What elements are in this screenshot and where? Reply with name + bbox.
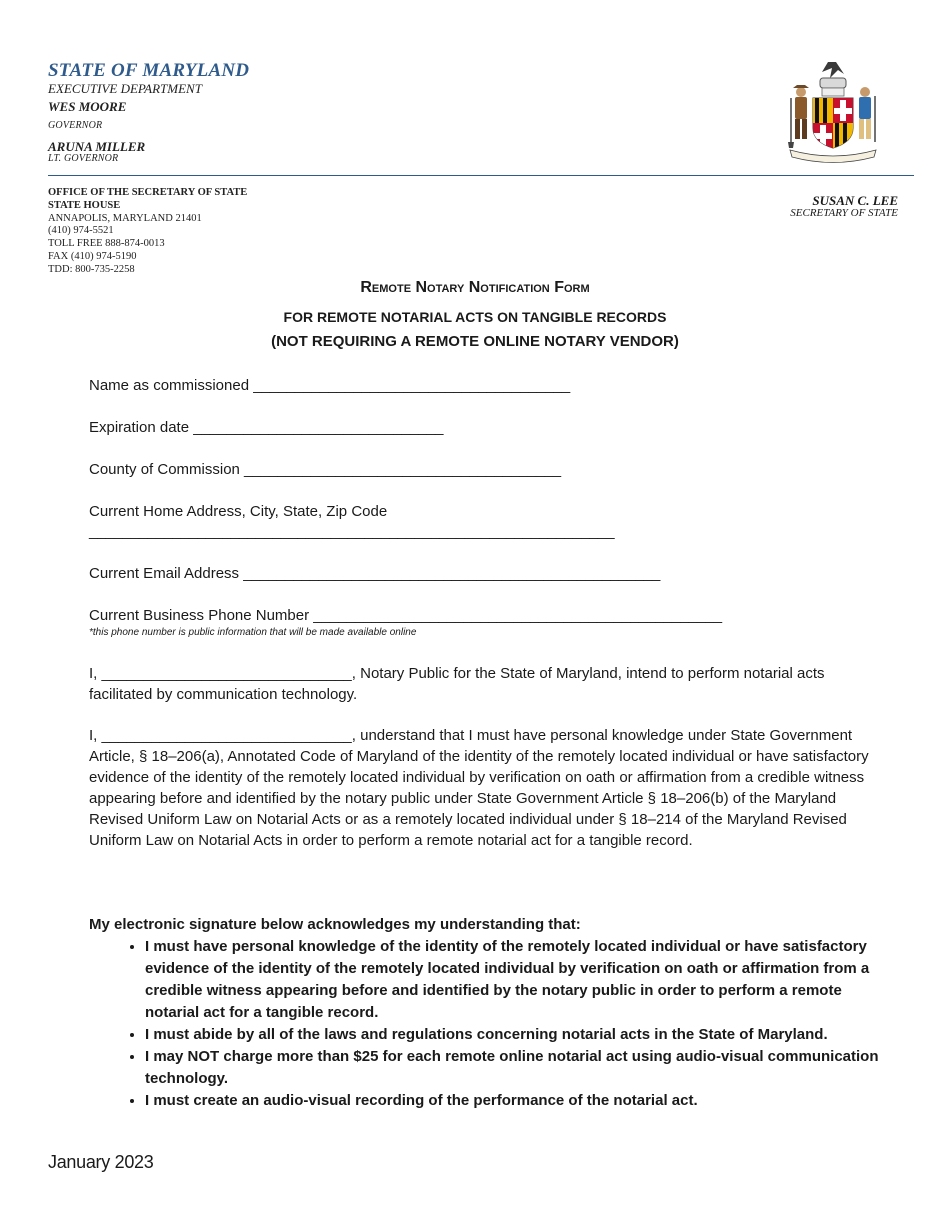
office-line: ANNAPOLIS, MARYLAND 21401	[48, 212, 202, 224]
list-item: • I may NOT charge more than $25 for each remote online notarial act using audio-visual communication technology.	[145, 1046, 879, 1090]
phone-note: *this phone number is public information that will be made available online	[89, 627, 417, 638]
form-subtitle: FOR REMOTE NOTARIAL ACTS ON TANGIBLE RECORDS	[283, 309, 667, 325]
office-address	[48, 187, 247, 277]
governor-name: WES MOORE	[48, 99, 127, 114]
business-phone-field[interactable]: Current Business Phone Number _________________________________________________	[89, 607, 723, 624]
county-of-commission-field[interactable]: County of Commission ______________________________________	[89, 461, 562, 478]
governor-title: GOVERNOR	[48, 120, 103, 131]
acknowledgement-heading: My electronic signature below acknowledges my understanding that:	[89, 916, 581, 933]
department-name: EXECUTIVE DEPARTMENT	[48, 81, 202, 96]
form-subtitle-note: (NOT REQUIRING A REMOTE ONLINE NOTARY VENDOR)	[271, 333, 679, 350]
home-address-field[interactable]: _______________________________________________________________	[89, 523, 615, 540]
header-divider	[48, 175, 914, 176]
footer-date: January 2023	[48, 1152, 154, 1172]
office-line: OFFICE OF THE SECRETARY OF STATE	[48, 187, 248, 198]
state-title: STATE OF MARYLAND	[48, 60, 250, 81]
list-item: • I must create an audio-visual recording of the performance of the notarial act.	[145, 1090, 879, 1112]
office-line: (410) 974-5521	[48, 225, 114, 237]
list-item: • I must have personal knowledge of the identity of the remotely located individual or have satisfactory evidence of the identity of the remotely located individual by verification on oath or affirmation from a credible witness appearing before and identified by the notary public in order to perform a remote notarial act for a tangible record.	[145, 936, 879, 1024]
secretary-title: SECRETARY OF STATE	[790, 207, 898, 219]
office-line: TDD: 800-735-2258	[48, 263, 135, 275]
lt-governor-title: LT. GOVERNOR	[48, 153, 119, 164]
lt-governor-name: ARUNA MILLER	[48, 139, 146, 154]
list-item: • I must abide by all of the laws and regulations concerning notarial acts in the State of Maryland.	[145, 1024, 879, 1046]
expiration-date-field[interactable]: Expiration date ______________________________	[89, 419, 444, 436]
form-title: Remote Notary Notification Form	[360, 279, 590, 296]
office-line: FAX (410) 974-5190	[48, 250, 137, 262]
understanding-statement[interactable]: I, ______________________________, understand that I must have personal knowledge under State Government Article, § 18–206(a), Annotated Code of Maryland of the identity of the remotely located individual or have satisfactory evidence of the identity of the remotely located individual by verification on oath or affirmation from a credible witness appearing before and identified by the notary public under State Government Article § 18–206(b) of the Maryland Revised Uniform Law on Notarial Acts or as a remotely located individual under § 18–214 of the Maryland Revised Uniform Law on Notarial Acts in order to perform a remote notarial act for a tangible record.	[89, 727, 869, 849]
office-line: TOLL FREE 888-874-0013	[48, 238, 165, 250]
secretary-name: SUSAN C. LEE	[812, 193, 898, 208]
name-commissioned-field[interactable]: Name as commissioned ______________________________________	[89, 377, 571, 394]
acknowledgement-section	[89, 914, 879, 1112]
intent-statement[interactable]: I, ______________________________, Notary Public for the State of Maryland, intend to perform notarial acts facilitated by communication technology.	[89, 665, 825, 703]
acknowledgement-list	[89, 936, 879, 1112]
office-line: STATE HOUSE	[48, 199, 121, 211]
home-address-label: Current Home Address, City, State, Zip Code	[89, 503, 388, 520]
email-address-field[interactable]: Current Email Address __________________________________________________	[89, 565, 661, 582]
maryland-state-seal-icon	[784, 58, 882, 164]
